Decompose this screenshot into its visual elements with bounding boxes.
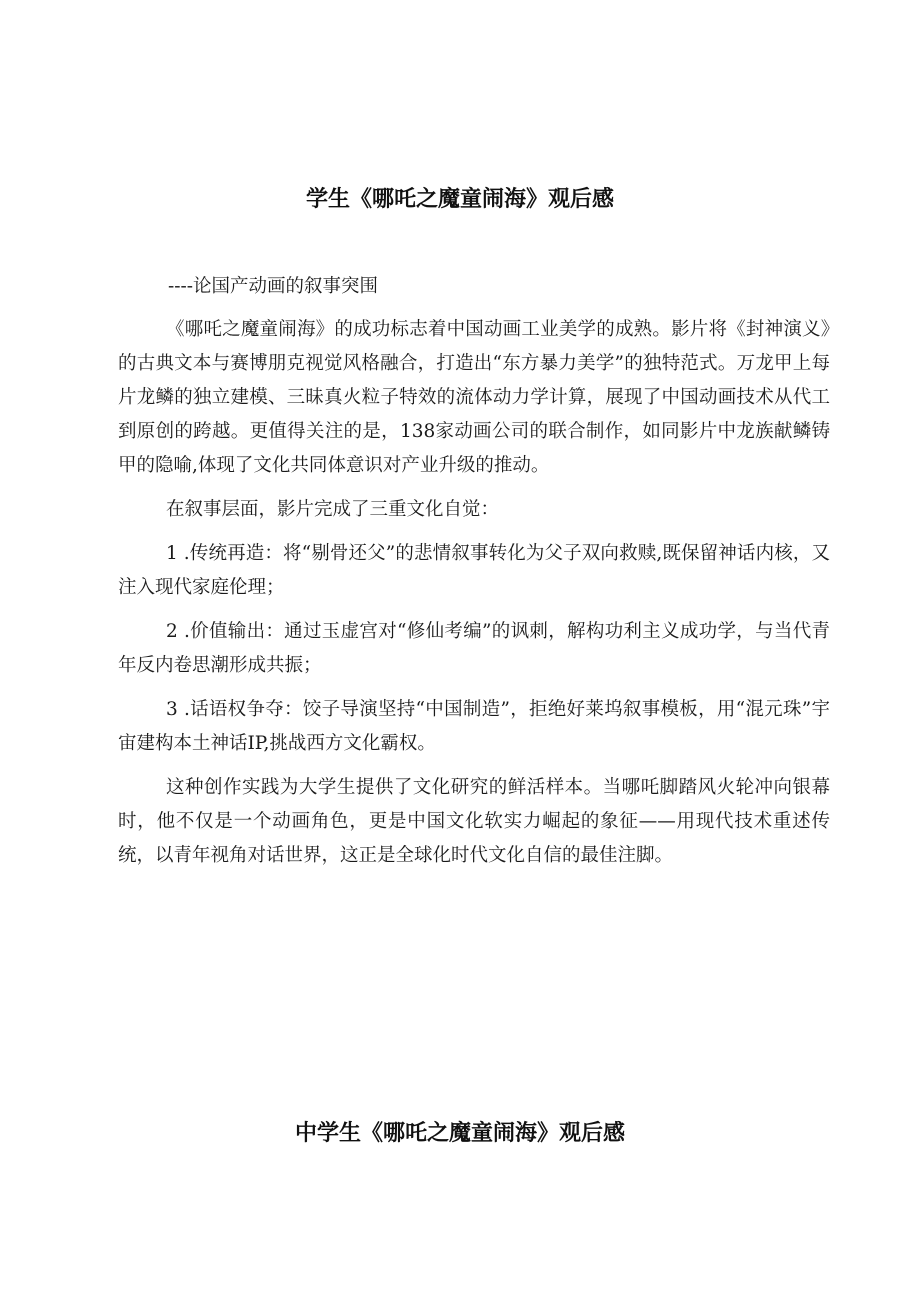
- paragraph-narrative-lead: 在叙事层面，影片完成了三重文化自觉：: [166, 499, 500, 520]
- paragraph-point-3: 3 .话语权争夺：饺子导演坚持“中国制造”，拒绝好莱坞叙事模板，用“混元珠”宇宙建构本土神话IP,挑战西方文化霸权。: [118, 699, 830, 754]
- document-body: [118, 313, 830, 883]
- paragraph-point-1: 1 .传统再造：将“剔骨还父”的悲情叙事转化为父子双向救赎,既保留神话内核，又注入现代家庭伦理；: [118, 543, 830, 598]
- document-title: 学生《哪吒之魔童闹海》观后感: [305, 187, 614, 212]
- paragraph-point-2: 2 .价值输出：通过玉虚宫对“修仙考编”的讽刺，解构功利主义成功学，与当代青年反内卷思潮形成共振；: [118, 621, 830, 676]
- next-document-title: 中学生《哪吒之魔童闹海》观后感: [294, 1121, 625, 1146]
- document-subtitle: ----论国产动画的叙事突围: [168, 276, 379, 297]
- paragraph-intro: 《哪吒之魔童闹海》的成功标志着中国动画工业美学的成熟。影片将《封神演义》的古典文本与赛博朋克视觉风格融合，打造出“东方暴力美学”的独特范式。万龙甲上每片龙鳞的独立建模、三昧真火粒子特效的流体动力学计算，展现了中国动画技术从代工到原创的跨越。更值得关注的是，138家动画公司的联合制作，如同影片中龙族献鳞铸甲的隐喻,体现了文化共同体意识对产业升级的推动。: [118, 319, 830, 476]
- paragraph-conclusion: 这种创作实践为大学生提供了文化研究的鲜活样本。当哪吒脚踏风火轮冲向银幕时，他不仅是一个动画角色，更是中国文化软实力崛起的象征——用现代技术重述传统，以青年视角对话世界，这正是全球化时代文化自信的最佳注脚。: [118, 777, 830, 866]
